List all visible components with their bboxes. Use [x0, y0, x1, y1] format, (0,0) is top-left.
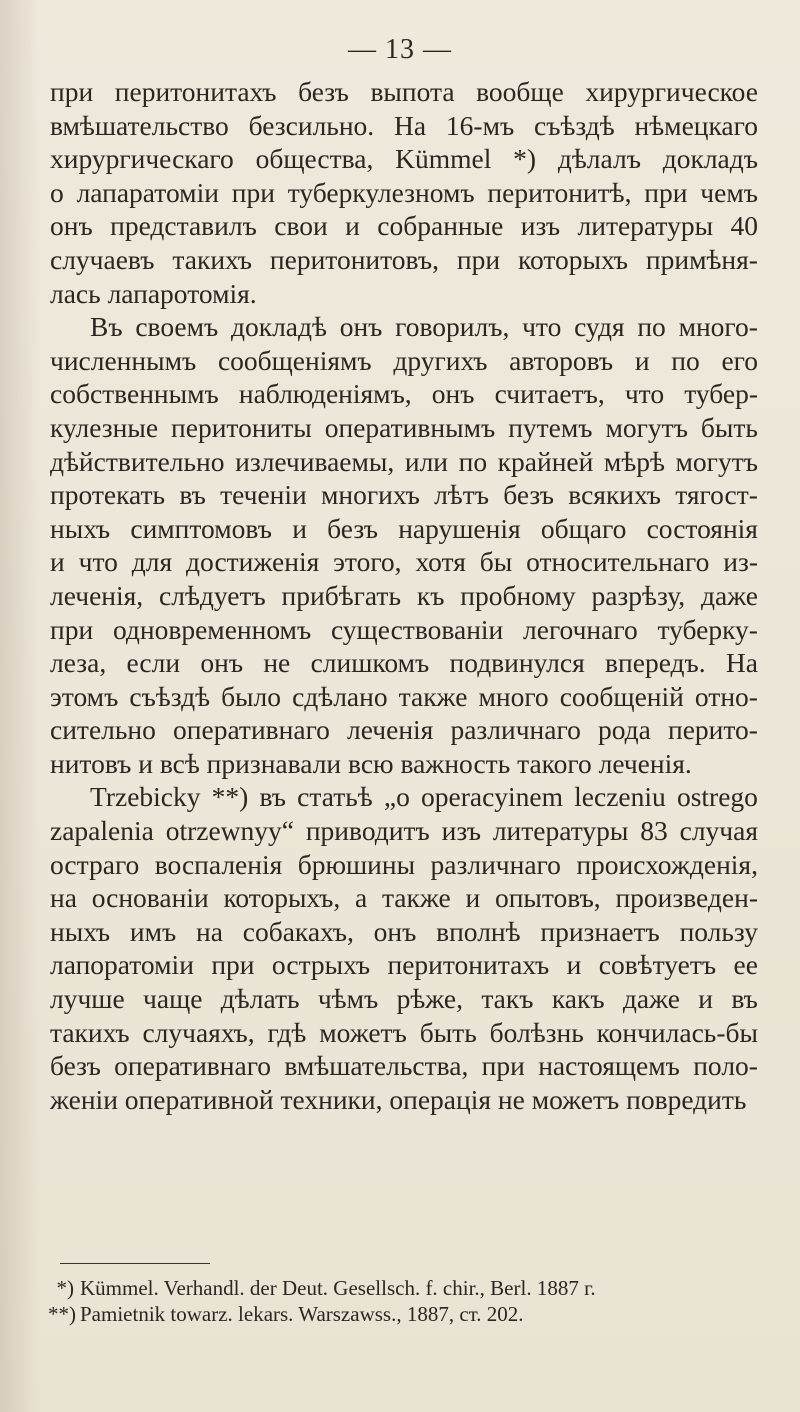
word: рода — [597, 714, 651, 746]
word: 40 — [730, 210, 758, 242]
word: для — [131, 546, 173, 578]
word: существованіи — [330, 613, 504, 645]
word: многихъ — [321, 479, 420, 511]
word: из- — [723, 546, 758, 578]
word: техники, — [280, 1083, 383, 1115]
text-line — [50, 613, 758, 647]
word: мѣрѣ — [603, 445, 665, 477]
word: съѣздѣ — [534, 109, 615, 141]
word: безъ — [503, 479, 555, 511]
text-line — [50, 780, 758, 814]
text-line — [50, 646, 758, 680]
word: поло- — [693, 1050, 758, 1082]
word: о — [50, 176, 64, 208]
word: бы — [479, 546, 513, 578]
word: всѣ — [159, 747, 200, 779]
word: быть — [419, 1016, 477, 1048]
word: не — [263, 647, 291, 679]
text-line — [50, 478, 758, 512]
word: вполнѣ — [436, 915, 521, 947]
word: считаетъ, — [494, 378, 605, 410]
word: которыхъ, — [223, 882, 341, 914]
text-line — [50, 377, 758, 411]
word: къ — [416, 579, 445, 611]
word: могутъ — [605, 411, 688, 443]
word: на — [196, 915, 223, 947]
page-number: — 13 — — [348, 34, 452, 65]
word: литературы — [577, 210, 714, 242]
text-line — [50, 243, 758, 277]
word: которыхъ — [518, 243, 628, 275]
word: одновременномъ — [112, 613, 312, 645]
word: по — [458, 445, 488, 477]
word: лапоратоміи — [50, 949, 194, 981]
word: вмѣшательства, — [284, 1050, 469, 1082]
word: такъ — [481, 983, 534, 1015]
word: такихъ — [50, 1016, 130, 1048]
word: протекать — [50, 479, 166, 511]
footnote — [48, 1275, 768, 1301]
word: остраго — [50, 848, 140, 880]
word: и — [50, 546, 65, 578]
word: было — [221, 680, 282, 712]
text-line — [50, 445, 758, 479]
word: леченія, — [50, 579, 144, 611]
word: **) — [211, 781, 249, 813]
word: нѣмецкаго — [634, 109, 758, 141]
word: его — [721, 344, 758, 376]
word: по — [637, 311, 666, 343]
word: онъ — [339, 311, 383, 343]
word: совѣтуетъ — [598, 949, 717, 981]
word: нарушенія — [398, 512, 521, 544]
word: леченія — [347, 714, 434, 746]
word: имъ — [129, 915, 177, 947]
word: собственнымъ — [50, 378, 219, 410]
word: представилъ — [110, 210, 257, 242]
text-line — [50, 579, 758, 613]
word: Въ — [90, 311, 123, 343]
text-line — [50, 75, 758, 109]
text-line — [50, 310, 758, 344]
word: 16-мъ — [445, 109, 515, 141]
text-line — [50, 411, 758, 445]
word: судя — [574, 311, 625, 343]
word: 83 — [640, 815, 668, 847]
word: перитонитахъ — [114, 76, 277, 107]
word: этомъ — [50, 680, 119, 712]
word: приводитъ — [305, 815, 430, 847]
text-line — [50, 277, 758, 311]
word: „o — [383, 781, 410, 813]
word: пользу — [679, 915, 758, 947]
footnote-mark: **) — [48, 1302, 76, 1326]
word: лапаратоміи — [76, 176, 219, 208]
word: гдѣ — [267, 1016, 307, 1048]
word: такого — [517, 747, 592, 779]
word: операція — [389, 1083, 492, 1115]
word: наблюденіямъ, — [238, 378, 412, 410]
word: безъ — [298, 76, 349, 107]
text-line — [50, 982, 758, 1016]
word: докладъ — [662, 143, 758, 175]
footnotes — [48, 1275, 768, 1327]
word: не — [497, 1083, 525, 1115]
word: ее — [733, 949, 758, 981]
footnote-text: Kümmel. Verhandl. der Deut. Gesellsch. f. chir., Berl. 1887 г. — [80, 1276, 596, 1300]
word: и — [566, 949, 582, 981]
word: оперативнымъ — [324, 411, 496, 443]
word: слишкомъ — [310, 647, 430, 679]
word: всякихъ — [568, 479, 661, 511]
word: ныхъ — [50, 915, 111, 947]
word: На — [725, 647, 758, 679]
word: пробному — [460, 579, 576, 611]
word: изъ — [520, 210, 561, 242]
word: важность — [400, 747, 511, 779]
word: чѣмъ — [317, 983, 379, 1015]
word: что — [522, 311, 562, 343]
word: выпота — [370, 76, 455, 107]
word: кулезные — [50, 411, 159, 443]
footnote-text: Pamietnik towarz. lekars. Warszawss., 1887, ст. 202. — [80, 1302, 524, 1326]
word: много- — [678, 311, 758, 343]
word: легочнаго — [523, 613, 638, 645]
word: разрѣзу, — [591, 579, 686, 611]
word: лапаротомія. — [107, 277, 257, 309]
word: лѣтъ — [434, 479, 489, 511]
word: на — [50, 882, 77, 914]
word: при — [50, 76, 94, 107]
word: слѣдуетъ — [159, 579, 266, 611]
word: тубер- — [684, 378, 758, 410]
word: общаго — [540, 512, 627, 544]
word: въ — [179, 479, 206, 511]
word: лучше — [50, 983, 125, 1015]
word: На — [394, 109, 427, 141]
word: вообще — [476, 76, 564, 107]
word: свои — [274, 210, 328, 242]
text-line — [50, 209, 758, 243]
word: въ — [731, 983, 758, 1015]
word: быть — [700, 411, 758, 443]
word: различнаго — [450, 714, 581, 746]
word: случаевъ — [50, 243, 155, 275]
word: различнаго — [430, 848, 561, 880]
word: дѣйствительно — [50, 445, 225, 477]
word: перито- — [667, 714, 758, 746]
word: otrzewnуу“ — [165, 815, 294, 847]
word: при — [481, 1050, 525, 1082]
word: и — [138, 747, 153, 779]
text-line — [50, 848, 758, 882]
word: излечиваемы, — [235, 445, 395, 477]
text-line — [50, 747, 758, 781]
word: чаще — [143, 983, 203, 1015]
text-line — [50, 109, 758, 143]
word: хирургическаго — [50, 143, 234, 175]
word: при — [50, 613, 94, 645]
word: прибѣгать — [281, 579, 401, 611]
word: сообщеніямъ — [217, 344, 372, 376]
word: дѣлалъ — [557, 143, 641, 175]
word: zapalenia — [50, 815, 154, 847]
text-line — [50, 1016, 758, 1050]
word: произведен- — [615, 882, 758, 914]
word: крайней — [497, 445, 594, 477]
word: этого, — [333, 546, 402, 578]
word: Trzebicky — [90, 781, 201, 813]
word: подвинулся — [449, 647, 585, 679]
word: тягост- — [675, 479, 758, 511]
word: или — [404, 445, 449, 477]
word: безъ — [50, 1050, 101, 1082]
word: *) — [513, 143, 537, 175]
word: болѣзнь — [489, 1016, 584, 1048]
word: хирургическое — [585, 76, 758, 107]
word: при — [456, 243, 501, 275]
word: можетъ — [531, 1083, 620, 1115]
word: и — [465, 882, 481, 914]
word: если — [126, 647, 181, 679]
word: рѣже, — [396, 983, 463, 1015]
text-line — [50, 881, 758, 915]
word: докладѣ — [230, 311, 327, 343]
word: также — [381, 882, 451, 914]
word: оперативнаго — [114, 1050, 272, 1082]
word: при — [231, 176, 275, 208]
word: признаетъ — [540, 915, 660, 947]
word: по — [671, 344, 700, 376]
footnote-mark: *) — [56, 1276, 74, 1300]
word: статьѣ — [297, 781, 373, 813]
word: собакахъ, — [242, 915, 354, 947]
word: какъ — [551, 983, 605, 1015]
word: и — [634, 344, 650, 376]
word: туберкулезномъ — [287, 176, 475, 208]
word: происхожденія, — [576, 848, 758, 880]
word: при — [644, 176, 688, 208]
text-line — [50, 142, 758, 176]
word: опытовъ, — [494, 882, 601, 914]
word: брюшины — [297, 848, 416, 880]
word: туберку- — [657, 613, 758, 645]
word: оперативной — [124, 1083, 274, 1115]
word: своемъ — [135, 311, 219, 343]
word: отно- — [694, 680, 758, 712]
word: Kümmel — [395, 143, 492, 175]
word: въ — [259, 781, 287, 813]
word: впередъ. — [605, 647, 706, 679]
word: достиженія — [186, 546, 320, 578]
word: сообщеній — [559, 680, 684, 712]
text-line — [50, 1083, 758, 1117]
word: женіи — [50, 1083, 118, 1115]
word: повредить — [626, 1083, 747, 1115]
word: случая — [679, 815, 758, 847]
word: даже — [700, 579, 758, 611]
word: общества, — [255, 143, 374, 175]
word: дѣлать — [220, 983, 300, 1015]
word: острыхъ — [271, 949, 371, 981]
word: относительнаго — [526, 546, 710, 578]
word: и — [292, 512, 307, 544]
body-text — [50, 75, 758, 1116]
word: изъ — [441, 815, 481, 847]
word: leczeniu — [574, 781, 666, 813]
word: operacyinem — [421, 781, 564, 813]
word: лась — [50, 277, 101, 309]
word: леза, — [50, 647, 107, 679]
word: случаяхъ, — [142, 1016, 255, 1048]
word: оперативнаго — [173, 714, 330, 746]
word: настоящемъ — [538, 1050, 680, 1082]
word: съѣздѣ — [129, 680, 211, 712]
word: перитониты — [171, 411, 312, 443]
word: перитонитахъ — [387, 949, 550, 981]
text-line — [50, 814, 758, 848]
word: симптомовъ — [130, 512, 272, 544]
word: кончилась-бы — [596, 1016, 758, 1048]
word: онъ — [431, 378, 475, 410]
word: при — [211, 949, 255, 981]
word: чемъ — [700, 176, 758, 208]
word: всю — [348, 747, 394, 779]
word: признавали — [206, 747, 342, 779]
word: перитонитовъ, — [269, 243, 439, 275]
word: теченіи — [220, 479, 307, 511]
word: ныхъ — [50, 512, 111, 544]
word: авторовъ — [509, 344, 614, 376]
word: перитонитѣ, — [487, 176, 632, 208]
word: и — [698, 983, 713, 1015]
word: безъ — [327, 512, 378, 544]
word: говорилъ, — [395, 311, 510, 343]
text-line — [50, 1049, 758, 1083]
word: другихъ — [393, 344, 488, 376]
word: много — [478, 680, 549, 712]
word: леченія. — [598, 747, 692, 779]
word: могутъ — [675, 445, 758, 477]
text-line — [50, 915, 758, 949]
text-line — [50, 176, 758, 210]
word: что — [624, 378, 665, 410]
word: литературы — [492, 815, 629, 847]
word: и — [345, 210, 360, 242]
word: воспаленія — [154, 848, 283, 880]
word: основаніи — [91, 882, 209, 914]
word: онъ — [200, 647, 244, 679]
word: что — [78, 546, 118, 578]
word: нитовъ — [50, 747, 132, 779]
footnote-divider — [60, 1263, 210, 1264]
word: вмѣшательство — [50, 109, 229, 141]
word: сдѣлано — [292, 680, 388, 712]
text-line — [50, 344, 758, 378]
word: также — [398, 680, 468, 712]
word: численнымъ — [50, 344, 197, 376]
word: даже — [622, 983, 680, 1015]
word: а — [354, 882, 368, 914]
text-line — [50, 680, 758, 714]
word: собранные — [377, 210, 504, 242]
footnote — [48, 1301, 768, 1327]
word: хотя — [415, 546, 466, 578]
word: такихъ — [172, 243, 252, 275]
word: состоянія — [646, 512, 758, 544]
word: можетъ — [319, 1016, 407, 1048]
text-line — [50, 545, 758, 579]
text-line — [50, 512, 758, 546]
word: примѣня- — [645, 243, 758, 275]
word: онъ — [50, 210, 93, 242]
word: сительно — [50, 714, 156, 746]
word: безсильно. — [248, 109, 375, 141]
word: онъ — [373, 915, 417, 947]
word: ostrego — [676, 781, 758, 813]
text-line — [50, 948, 758, 982]
text-line — [50, 713, 758, 747]
word: путемъ — [508, 411, 593, 443]
